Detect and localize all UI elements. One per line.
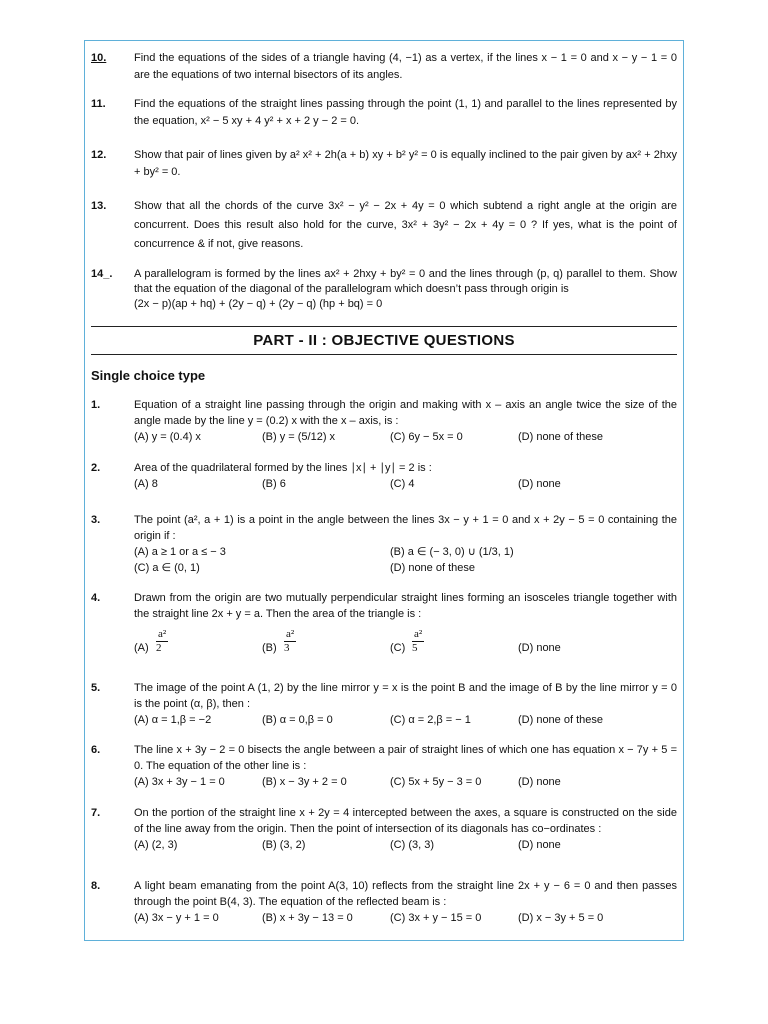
question-number: 1. — [91, 399, 101, 411]
question-number: 7. — [91, 807, 101, 819]
options-row — [134, 544, 677, 560]
option-d: (D) none — [518, 776, 561, 788]
question-number: 13. — [91, 200, 107, 212]
question-11 — [91, 96, 677, 130]
question-text: On the portion of the straight line x + 2y = 4 intercepted between the axes, a square is constructed on the side of the line away from the origin. Then the point of intersection of its diagonals has co−ordinates : — [134, 807, 677, 835]
part-title: PART - II : OBJECTIVE QUESTIONS — [253, 332, 515, 349]
question-number: 6. — [91, 744, 101, 756]
option-b: (B) a ∈ (− 3, 0) ∪ (1/3, 1) — [390, 546, 514, 558]
option-c: (C) 5x + 5y − 3 = 0 — [390, 776, 482, 788]
question-text: A light beam emanating from the point A(3, 10) reflects from the straight line 2x + y − 6 = 0 and then passes through the point B(4, 3). The equation of the reflected beam is : — [134, 880, 677, 908]
divider-top — [91, 326, 677, 327]
objective-question-3 — [91, 512, 677, 576]
option-a: (A) 3x − y + 1 = 0 — [134, 912, 219, 924]
objective-question-4 — [91, 590, 677, 664]
question-number: 4. — [91, 592, 101, 604]
option-b: (B) x + 3y − 13 = 0 — [262, 912, 353, 924]
objective-question-5 — [91, 680, 677, 728]
objective-question-2 — [91, 460, 677, 492]
fraction-b: $\frac{\text{a²}}{3}$ — [284, 628, 295, 654]
fraction-c: $\frac{\text{a²}}{5}$ — [412, 628, 423, 654]
option-c: (C) α = 2,β = − 1 — [390, 714, 471, 726]
option-c: (C) 3x + y − 15 = 0 — [390, 912, 482, 924]
question-formula: (2x − p)(ap + hq) + (2y − q) + (2y − q) (hp + bq) = 0 — [134, 298, 383, 310]
option-a: (A) 8 — [134, 478, 158, 490]
objective-question-6 — [91, 742, 677, 790]
option-a: (A) a ≥ 1 or a ≤ − 3 — [134, 546, 226, 558]
option-d: (D) none — [518, 839, 561, 851]
section-label: Single choice type — [91, 368, 206, 383]
question-text: Find the equations of the sides of a triangle having (4, −1) as a vertex, if the lines x − 1 = 0 and x − y − 1 = 0 are the equations of two internal bisectors of its angles. — [134, 52, 677, 81]
option-c: (C) (3, 3) — [390, 839, 434, 851]
objective-question-8 — [91, 878, 677, 926]
question-12 — [91, 147, 677, 181]
question-number: 14_. — [91, 268, 113, 280]
option-c: (C) 4 — [390, 478, 415, 490]
question-10 — [91, 50, 677, 84]
option-b: (B) x − 3y + 2 = 0 — [262, 776, 347, 788]
question-text: Show that all the chords of the curve 3x² − y² − 2x + 4y = 0 which subtend a right angle at the origin are concurrent. Does this result also hold for the curve, 3x² + 3y² − 2x + 4y = 0 ? If yes, what is the point of concurrence & if not, give reasons. — [134, 200, 677, 250]
question-text: The image of the point A (1, 2) by the line mirror y = x is the point B and the image of B by the line mirror y = 0 is the point (α, β), then : — [134, 682, 677, 710]
question-text: A parallelogram is formed by the lines ax² + 2hxy + by² = 0 and the lines through (p, q) parallel to them. Show that the equation of the diagonal of the parallelogram which doesn’t pass through origin is — [134, 268, 677, 295]
question-text: The line x + 3y − 2 = 0 bisects the angle between a pair of straight lines of which one has equation x − 7y + 5 = 0. The equation of the other line is : — [134, 744, 677, 772]
question-number: 5. — [91, 682, 101, 694]
question-number: 3. — [91, 514, 101, 526]
option-c: (C) 6y − 5x = 0 — [390, 431, 463, 443]
option-d: (D) none of these — [390, 562, 475, 574]
option-b: (B) y = (5/12) x — [262, 431, 336, 443]
question-text: Equation of a straight line passing through the origin and making with x – axis an angle twice the size of the angle made by the line y = (0.2) x with the x – axis, is : — [134, 399, 677, 427]
divider-bottom — [91, 354, 677, 355]
options-row — [134, 630, 677, 664]
question-number: 8. — [91, 880, 101, 892]
option-a: (A) 3x + 3y − 1 = 0 — [134, 776, 225, 788]
option-b: (B) 6 — [262, 478, 286, 490]
question-text: The point (a², a + 1) is a point in the angle between the lines 3x − y + 1 = 0 and x + 2y − 5 = 0 containing the origin if : — [134, 514, 677, 542]
question-14 — [91, 267, 677, 312]
objective-question-7 — [91, 805, 677, 853]
options-row — [134, 837, 677, 853]
options-row — [134, 774, 677, 790]
question-number: 11. — [91, 98, 106, 110]
option-b: (B) α = 0,β = 0 — [262, 714, 333, 726]
question-number: 2. — [91, 462, 101, 474]
option-a: (A) y = (0.4) x — [134, 431, 201, 443]
options-row — [134, 476, 677, 492]
question-text: Drawn from the origin are two mutually perpendicular straight lines forming an isosceles triangle together with the straight line 2x + y = a. Then the area of the triangle is : — [134, 592, 677, 620]
option-d: (D) none — [518, 478, 561, 490]
option-d: (D) none of these — [518, 431, 603, 443]
objective-question-1 — [91, 397, 677, 445]
options-row — [134, 429, 677, 445]
option-a: (A) α = 1,β = −2 — [134, 714, 212, 726]
option-d: (D) none — [518, 642, 561, 654]
question-text: Area of the quadrilateral formed by the lines ∣x∣ + ∣y∣ = 2 is : — [134, 462, 432, 474]
options-row — [134, 910, 677, 926]
question-text: Show that pair of lines given by a² x² + 2h(a + b) xy + b² y² = 0 is equally inclined to the pair given by ax² + 2hxy + by² = 0. — [134, 149, 677, 178]
question-number: 12. — [91, 149, 107, 161]
option-c: (C) a ∈ (0, 1) — [134, 562, 200, 574]
question-13 — [91, 197, 677, 254]
option-d: (D) none of these — [518, 714, 603, 726]
fraction-a: $\frac{\text{a²}}{2}$ — [156, 628, 167, 654]
option-c: (C) — [390, 642, 406, 654]
question-number: 10. — [91, 52, 107, 64]
question-text: Find the equations of the straight lines passing through the point (1, 1) and parallel to the lines represented by the equation, x² − 5 xy + 4 y² + x + 2 y − 2 = 0. — [134, 98, 677, 127]
options-row — [134, 560, 677, 576]
option-b: (B) (3, 2) — [262, 839, 306, 851]
option-b: (B) — [262, 642, 277, 654]
option-d: (D) x − 3y + 5 = 0 — [518, 912, 604, 924]
options-row — [134, 712, 677, 728]
option-a: (A) (2, 3) — [134, 839, 178, 851]
option-a: (A) — [134, 642, 149, 654]
